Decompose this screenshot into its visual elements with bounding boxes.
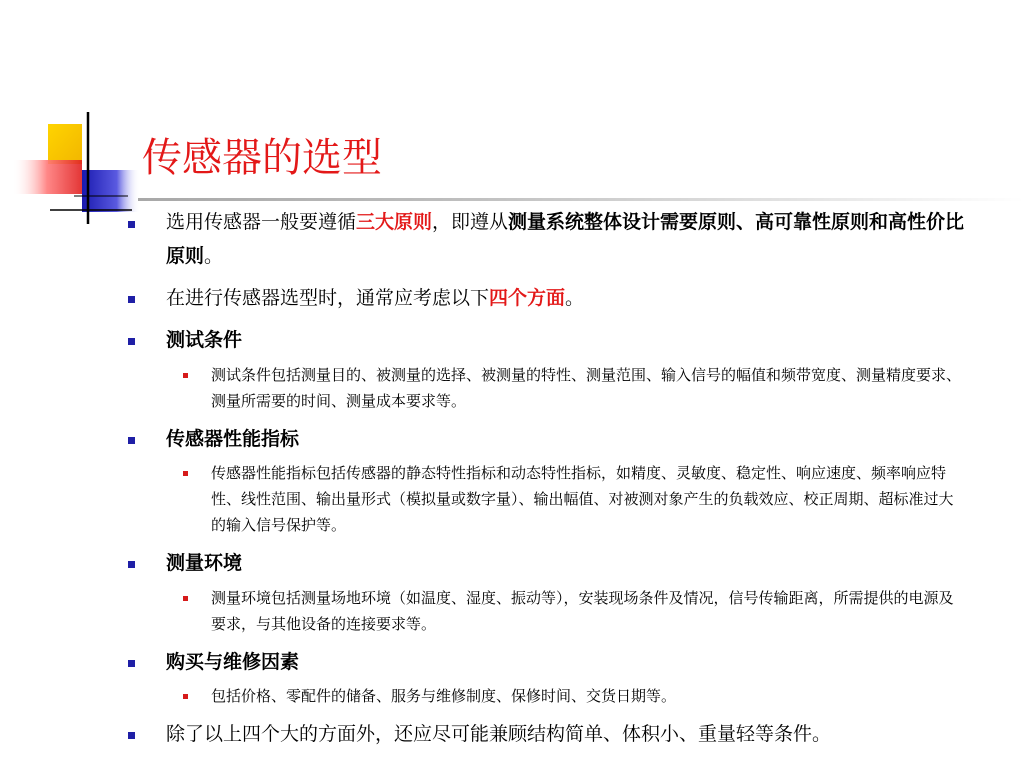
sub-bullet-icon (183, 596, 188, 601)
section-detail: 测量环境包括测量场地环境（如温度、湿度、振动等），安装现场条件及情况，信号传输距离，所需提供的电源及要求，与其他设备的连接要求等。 (211, 589, 954, 633)
bullet-icon (128, 660, 135, 667)
principles-highlight: 三大原则 (356, 211, 433, 233)
sub-bullet-icon (183, 373, 188, 378)
intro-text: 。 (204, 245, 224, 267)
intro-text: ，即遵从 (432, 211, 509, 233)
section-detail: 测试条件包括测量目的、被测量的选择、被测量的特性、测量范围、输入信号的幅值和频带宽度、测量精度要求、测量所需要的时间、测量成本要求等。 (211, 366, 962, 410)
section-detail: 传感器性能指标包括传感器的静态特性指标和动态特性指标，如精度、灵敏度、稳定性、响应速度、频率响应特性、线性范围、输出量形式（模拟量或数字量）、输出幅值、对被测对象产生的负载效应、校正周期、超标准过大的输入信号保护等。 (211, 464, 954, 534)
principles-list: 测量系统整体设计需要原则、高可靠性原则和高性价比原则 (166, 211, 965, 267)
intro-text: 选用传感器一般要遵循 (166, 211, 357, 233)
section-detail: 包括价格、零配件的储备、服务与维修制度、保修时间、交货日期等。 (211, 687, 677, 705)
section-heading: 测量环境 (166, 552, 243, 574)
bullet-icon (128, 732, 135, 739)
page-title: 传感器的选型 (142, 135, 382, 181)
title-divider (138, 198, 1024, 201)
bullet-icon (128, 338, 135, 345)
section-heading: 购买与维修因素 (166, 651, 300, 673)
conclusion-paragraph: 除了以上四个大的方面外，还应尽可能兼顾结构简单、体积小、重量轻等条件。 (166, 723, 832, 745)
bullet-icon (128, 561, 135, 568)
consider-text: 。 (565, 287, 585, 309)
consider-paragraph (166, 281, 966, 315)
bullet-icon (128, 437, 135, 444)
intro-paragraph (166, 205, 966, 273)
sub-bullet-icon (183, 471, 188, 476)
section-heading: 传感器性能指标 (166, 428, 300, 450)
section-heading: 测试条件 (166, 329, 243, 351)
consider-text: 在进行传感器选型时，通常应考虑以下 (166, 287, 490, 309)
bullet-icon (128, 221, 135, 228)
slide-decoration (0, 0, 140, 240)
aspects-highlight: 四个方面 (489, 287, 566, 309)
sub-bullet-icon (183, 694, 188, 699)
bullet-icon (128, 296, 135, 303)
